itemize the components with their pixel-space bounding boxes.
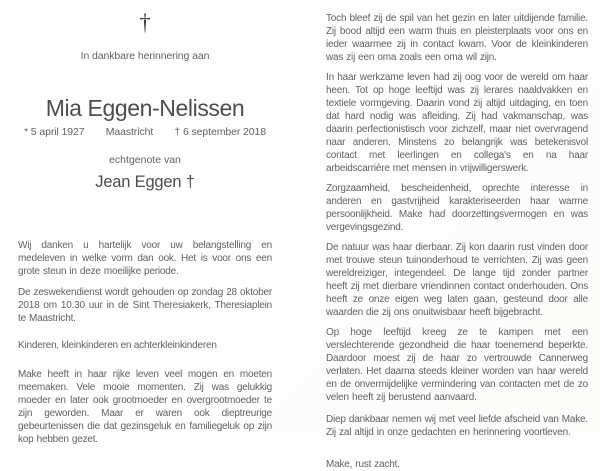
service-announcement-paragraph: De zeswekendienst wordt gehouden op zondag 28 oktober 2018 om 10.30 uur in de Sint Theresiakerk, Theresiaplein te Maastricht. bbox=[18, 287, 272, 324]
memorial-paragraph: Toch bleef zij de spil van het gezin en later uitdijende familie. Zij bood altijd een warm thuis en pleisterplaats voor ons en ieder waarmee zij in contact kwam. Voor de kleinkinderen was zij een oma zoals een oma wil zijn. bbox=[326, 13, 588, 63]
spouse-label: echtgenote van bbox=[109, 154, 181, 166]
memorial-paragraph: In haar werkzame leven had zij oog voor de wereld om haar heen. Tot op hoge leeftijd was zij lerares naaldvakken en textiele vormgeving. Daarin vond zij altijd uitdaging, en toen dat hard nodig was afleiding. Zij had vakmanschap, was daarin perfectionistisch voor zichzelf, maar niet overvragend naar anderen. Minstens zo belangrijk was betekenisvol contact met leerlingen en collega's en na haar arbeidscarrière met mensen in vrijwilligerswerk. bbox=[326, 72, 588, 174]
thanks-paragraph: Wij danken u hartelijk voor uw belangstelling en medeleven in welke vorm dan ook. Het is voor ons een grote steun in deze moeilijke periode. bbox=[18, 240, 272, 277]
intro-text: In dankbare herinnering aan bbox=[80, 50, 210, 62]
memorial-paragraph: Zorgzaamheid, bescheidenheid, oprechte interesse in anderen en gastvrijheid karakteriseerden haar warme persoonlijkheid. Make had doorzettingsvermogen en was vergevingsgezind. bbox=[326, 183, 588, 233]
closing-line: Make, rust zacht. bbox=[326, 459, 400, 470]
family-signature: Kinderen, kleinkinderen en achterkleinkinderen bbox=[18, 340, 217, 351]
farewell-paragraph: Diep dankbaar nemen wij met veel liefde afscheid van Make. Zij zal altijd in onze gedachten en herinnering voortleven. bbox=[326, 414, 588, 438]
left-page bbox=[18, 0, 272, 446]
memorial-paragraph: Op hoge leeftijd kreeg ze te kampen met een verslechterende gezondheid die haar toenemend beperkte. Daardoor moest zij de haar zo vertrouwde Cannerweg verlaten. Het daarna steeds kleiner worden van haar wereld en de onvermijdelijke vermindering van contacten met de zo velen heeft zij berustend aanvaard. bbox=[326, 327, 588, 403]
memorial-paragraph: De natuur was haar dierbaar. Zij kon daarin rust vinden door met trouwe steun tuinonderhoud te verrichten. Zij was geen wereldreiziger, integendeel. De lange tijd zonder partner heeft zij met dierbare vriendinnen contact onderhouden. Ons heeft ze onze eigen weg laten gaan, gesteund door alle waarden die zij ons onuitwisbaar heeft bijgebracht. bbox=[326, 242, 588, 318]
death-date: † 6 september 2018 bbox=[174, 126, 266, 138]
life-dates-row bbox=[18, 126, 272, 139]
cross-icon: † bbox=[139, 10, 151, 35]
right-page bbox=[326, 12, 588, 471]
deceased-name: Mia Eggen-Nelissen bbox=[45, 95, 245, 121]
birth-place: Maastricht bbox=[105, 126, 154, 138]
life-story-paragraph: Make heeft in haar rijke leven veel mogen en moeten meemaken. Vele mooie momenten. Zij was gelukkig moeder en later ook grootmoeder en overgrootmoeder te zijn geworden. Maar er waren ook dieptreurige gebeurtenissen die dat gezinsgeluk en familiegeluk op zijn kop hebben gezet. bbox=[18, 369, 272, 445]
birth-date: * 5 april 1927 bbox=[24, 126, 85, 138]
spouse-name: Jean Eggen † bbox=[95, 173, 195, 191]
